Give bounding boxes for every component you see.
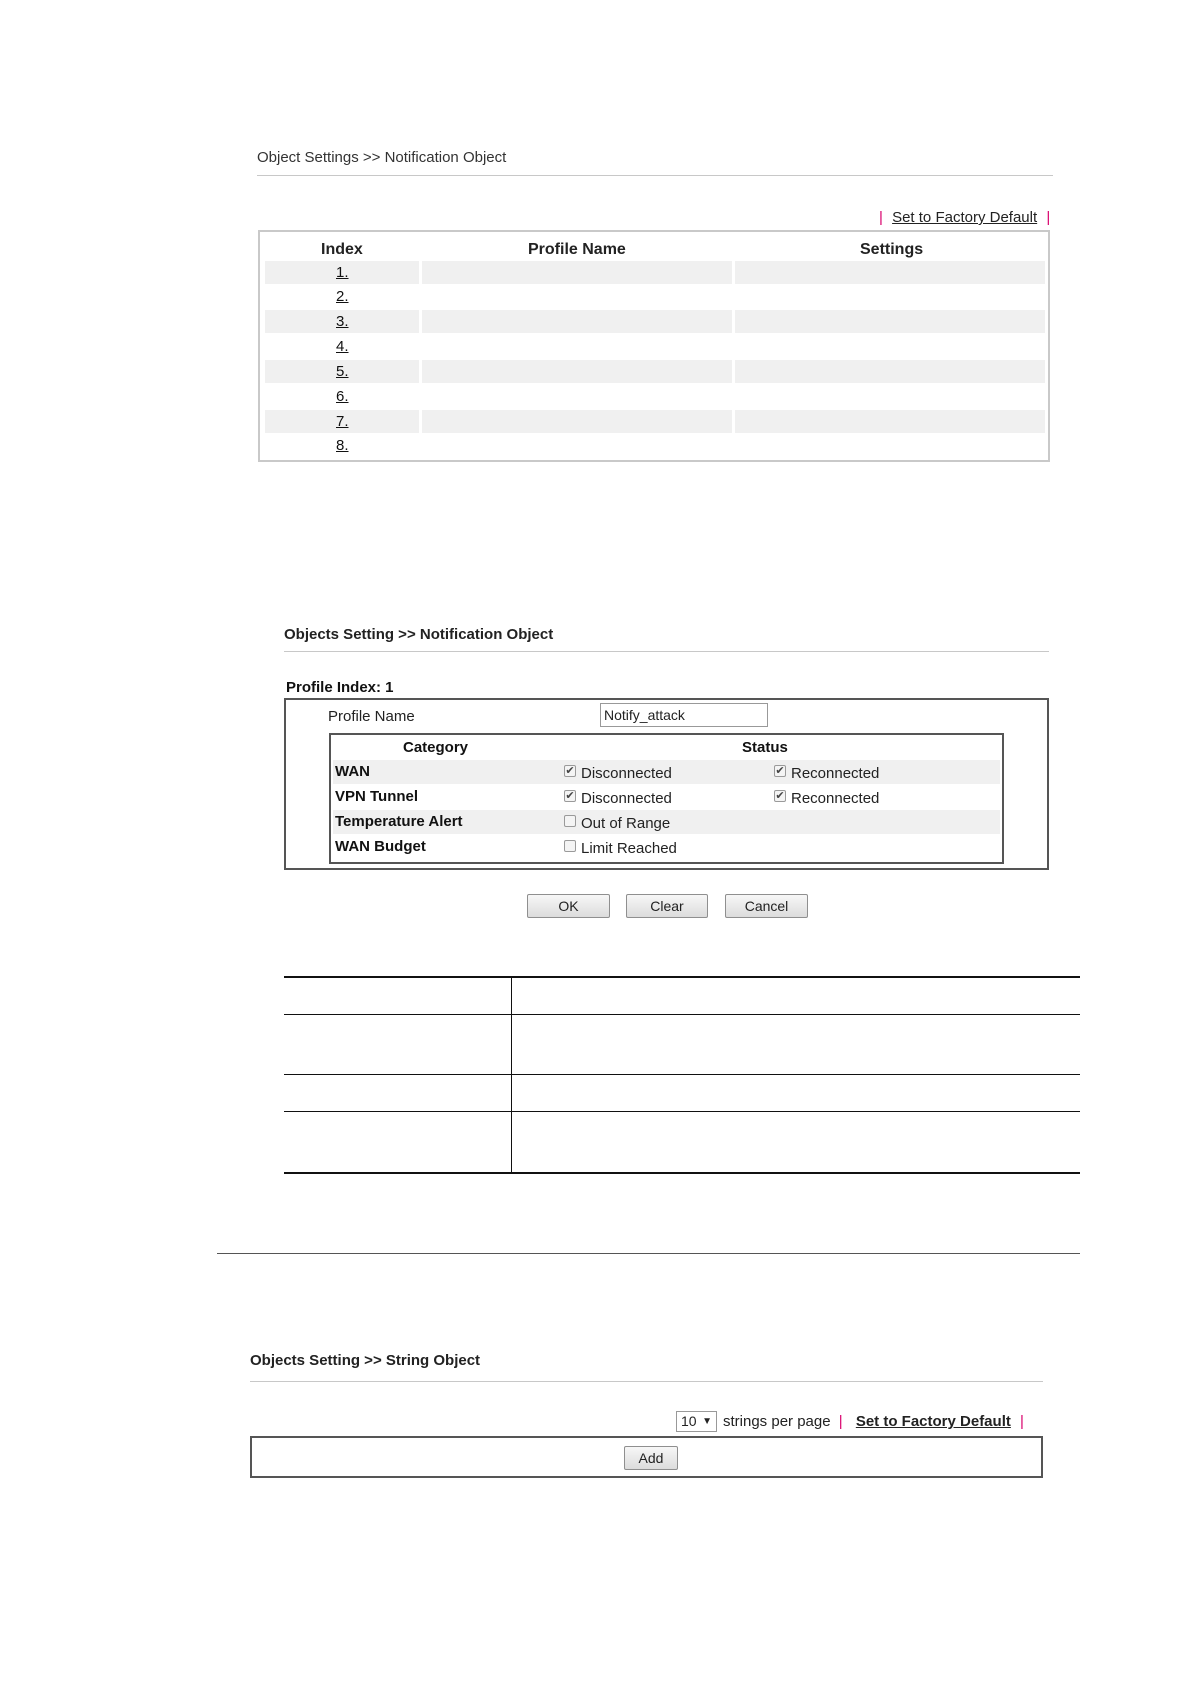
temperature-out-of-range-option[interactable] xyxy=(564,815,670,832)
table-column-rule xyxy=(511,976,512,1174)
title-divider xyxy=(284,651,1049,652)
checkbox-checked-icon[interactable]: ✔ xyxy=(565,764,575,777)
index-cell xyxy=(265,434,419,457)
profile-name-cell xyxy=(422,360,732,383)
table-row xyxy=(265,360,1045,383)
profile-index-link[interactable]: 8. xyxy=(336,437,349,454)
settings-cell xyxy=(735,261,1045,284)
vpn-disconnected-option[interactable] xyxy=(564,790,672,807)
table-row xyxy=(265,335,1045,358)
profile-name-cell xyxy=(422,261,732,284)
add-button[interactable]: Add xyxy=(624,1446,678,1470)
table-row xyxy=(265,285,1045,308)
profile-name-cell xyxy=(422,434,732,457)
per-page-label: strings per page xyxy=(723,1413,831,1430)
title-divider xyxy=(250,1381,1043,1382)
status-header: Status xyxy=(742,739,788,756)
checkbox-checked-icon[interactable]: ✔ xyxy=(565,789,575,802)
wan-reconnected-option[interactable] xyxy=(774,765,879,782)
per-page-toolbar xyxy=(723,1413,1024,1430)
table-row-rule xyxy=(284,1014,1080,1015)
profile-name-cell xyxy=(422,310,732,333)
per-page-select[interactable] xyxy=(676,1411,717,1432)
index-cell xyxy=(265,335,419,358)
profile-index-link[interactable]: 6. xyxy=(336,388,349,405)
column-header-settings: Settings xyxy=(860,241,924,258)
profile-index-link[interactable]: 3. xyxy=(336,313,349,330)
settings-cell xyxy=(735,410,1045,433)
table-row-rule xyxy=(284,1111,1080,1112)
table-row-rule xyxy=(284,1074,1080,1075)
vpn-reconnected-option[interactable] xyxy=(774,790,879,807)
section-separator xyxy=(217,1253,1080,1254)
checkbox-checked-icon[interactable]: ✔ xyxy=(775,789,785,802)
settings-cell xyxy=(735,285,1045,308)
profile-index-link[interactable]: 7. xyxy=(336,413,349,430)
wan-disconnected-option[interactable] xyxy=(564,765,672,782)
option-label: Out of Range xyxy=(581,815,671,832)
profile-index-link[interactable]: 2. xyxy=(336,288,349,305)
settings-cell xyxy=(735,360,1045,383)
cancel-button[interactable]: Cancel xyxy=(725,894,808,918)
category-wan-budget: WAN Budget xyxy=(335,838,426,855)
category-temperature-alert: Temperature Alert xyxy=(335,813,463,830)
settings-cell xyxy=(735,434,1045,457)
profile-index-link[interactable]: 1. xyxy=(336,264,349,281)
set-to-factory-default-link[interactable]: Set to Factory Default xyxy=(855,1413,1011,1430)
table-row xyxy=(265,385,1045,408)
profile-index-link[interactable]: 4. xyxy=(336,338,349,355)
column-header-index: Index xyxy=(321,241,363,258)
category-wan: WAN xyxy=(335,763,370,780)
page-title-string-object: Objects Setting >> String Object xyxy=(250,1352,481,1369)
table-bottom-rule xyxy=(284,1172,1080,1174)
column-header-profile-name: Profile Name xyxy=(528,241,626,258)
clear-button[interactable]: Clear xyxy=(626,894,708,918)
category-header: Category xyxy=(403,739,469,756)
page-title-notification-list: Object Settings >> Notification Object xyxy=(257,149,507,166)
checkbox-unchecked-icon[interactable] xyxy=(564,815,576,827)
notification-object-table xyxy=(258,230,1050,462)
option-label: Limit Reached xyxy=(581,840,677,857)
profile-name-label: Profile Name xyxy=(328,708,415,725)
profile-name-cell xyxy=(422,410,732,433)
index-cell xyxy=(265,385,419,408)
ok-button[interactable]: OK xyxy=(527,894,610,918)
table-top-rule xyxy=(284,976,1080,978)
profile-index-link[interactable]: 5. xyxy=(336,363,349,380)
settings-cell xyxy=(735,385,1045,408)
profile-name-cell xyxy=(422,385,732,408)
checkbox-checked-icon[interactable]: ✔ xyxy=(775,764,785,777)
wan-budget-limit-reached-option[interactable] xyxy=(564,840,677,857)
index-cell xyxy=(265,410,419,433)
index-cell xyxy=(265,360,419,383)
table-row xyxy=(265,410,1045,433)
profile-name-cell xyxy=(422,335,732,358)
table-row xyxy=(265,261,1045,284)
index-cell xyxy=(265,261,419,284)
per-page-value: 10 xyxy=(681,1413,697,1429)
dropdown-arrow-icon: ▼ xyxy=(702,1416,712,1427)
option-label: Reconnected xyxy=(791,790,880,807)
title-divider xyxy=(257,175,1053,176)
profile-name-cell xyxy=(422,285,732,308)
option-label: Reconnected xyxy=(791,765,880,782)
index-cell xyxy=(265,285,419,308)
option-label: Disconnected xyxy=(581,790,672,807)
table-row xyxy=(265,310,1045,333)
settings-cell xyxy=(735,335,1045,358)
profile-name-input[interactable] xyxy=(600,703,768,727)
separator: | xyxy=(1046,209,1051,226)
table-row xyxy=(265,434,1045,457)
profile-index-label: Profile Index: 1 xyxy=(286,679,394,696)
set-to-factory-default-link[interactable]: Set to Factory Default xyxy=(892,209,1038,226)
index-cell xyxy=(265,310,419,333)
separator: | xyxy=(1020,1413,1024,1430)
option-label: Disconnected xyxy=(581,765,672,782)
page-title-notification-edit: Objects Setting >> Notification Object xyxy=(284,626,554,643)
string-object-box xyxy=(250,1436,1043,1478)
separator: | xyxy=(879,209,883,226)
toolbar-links xyxy=(879,209,1050,226)
settings-cell xyxy=(735,310,1045,333)
category-vpn-tunnel: VPN Tunnel xyxy=(335,788,419,805)
separator: | xyxy=(838,1413,843,1430)
checkbox-unchecked-icon[interactable] xyxy=(564,840,576,852)
